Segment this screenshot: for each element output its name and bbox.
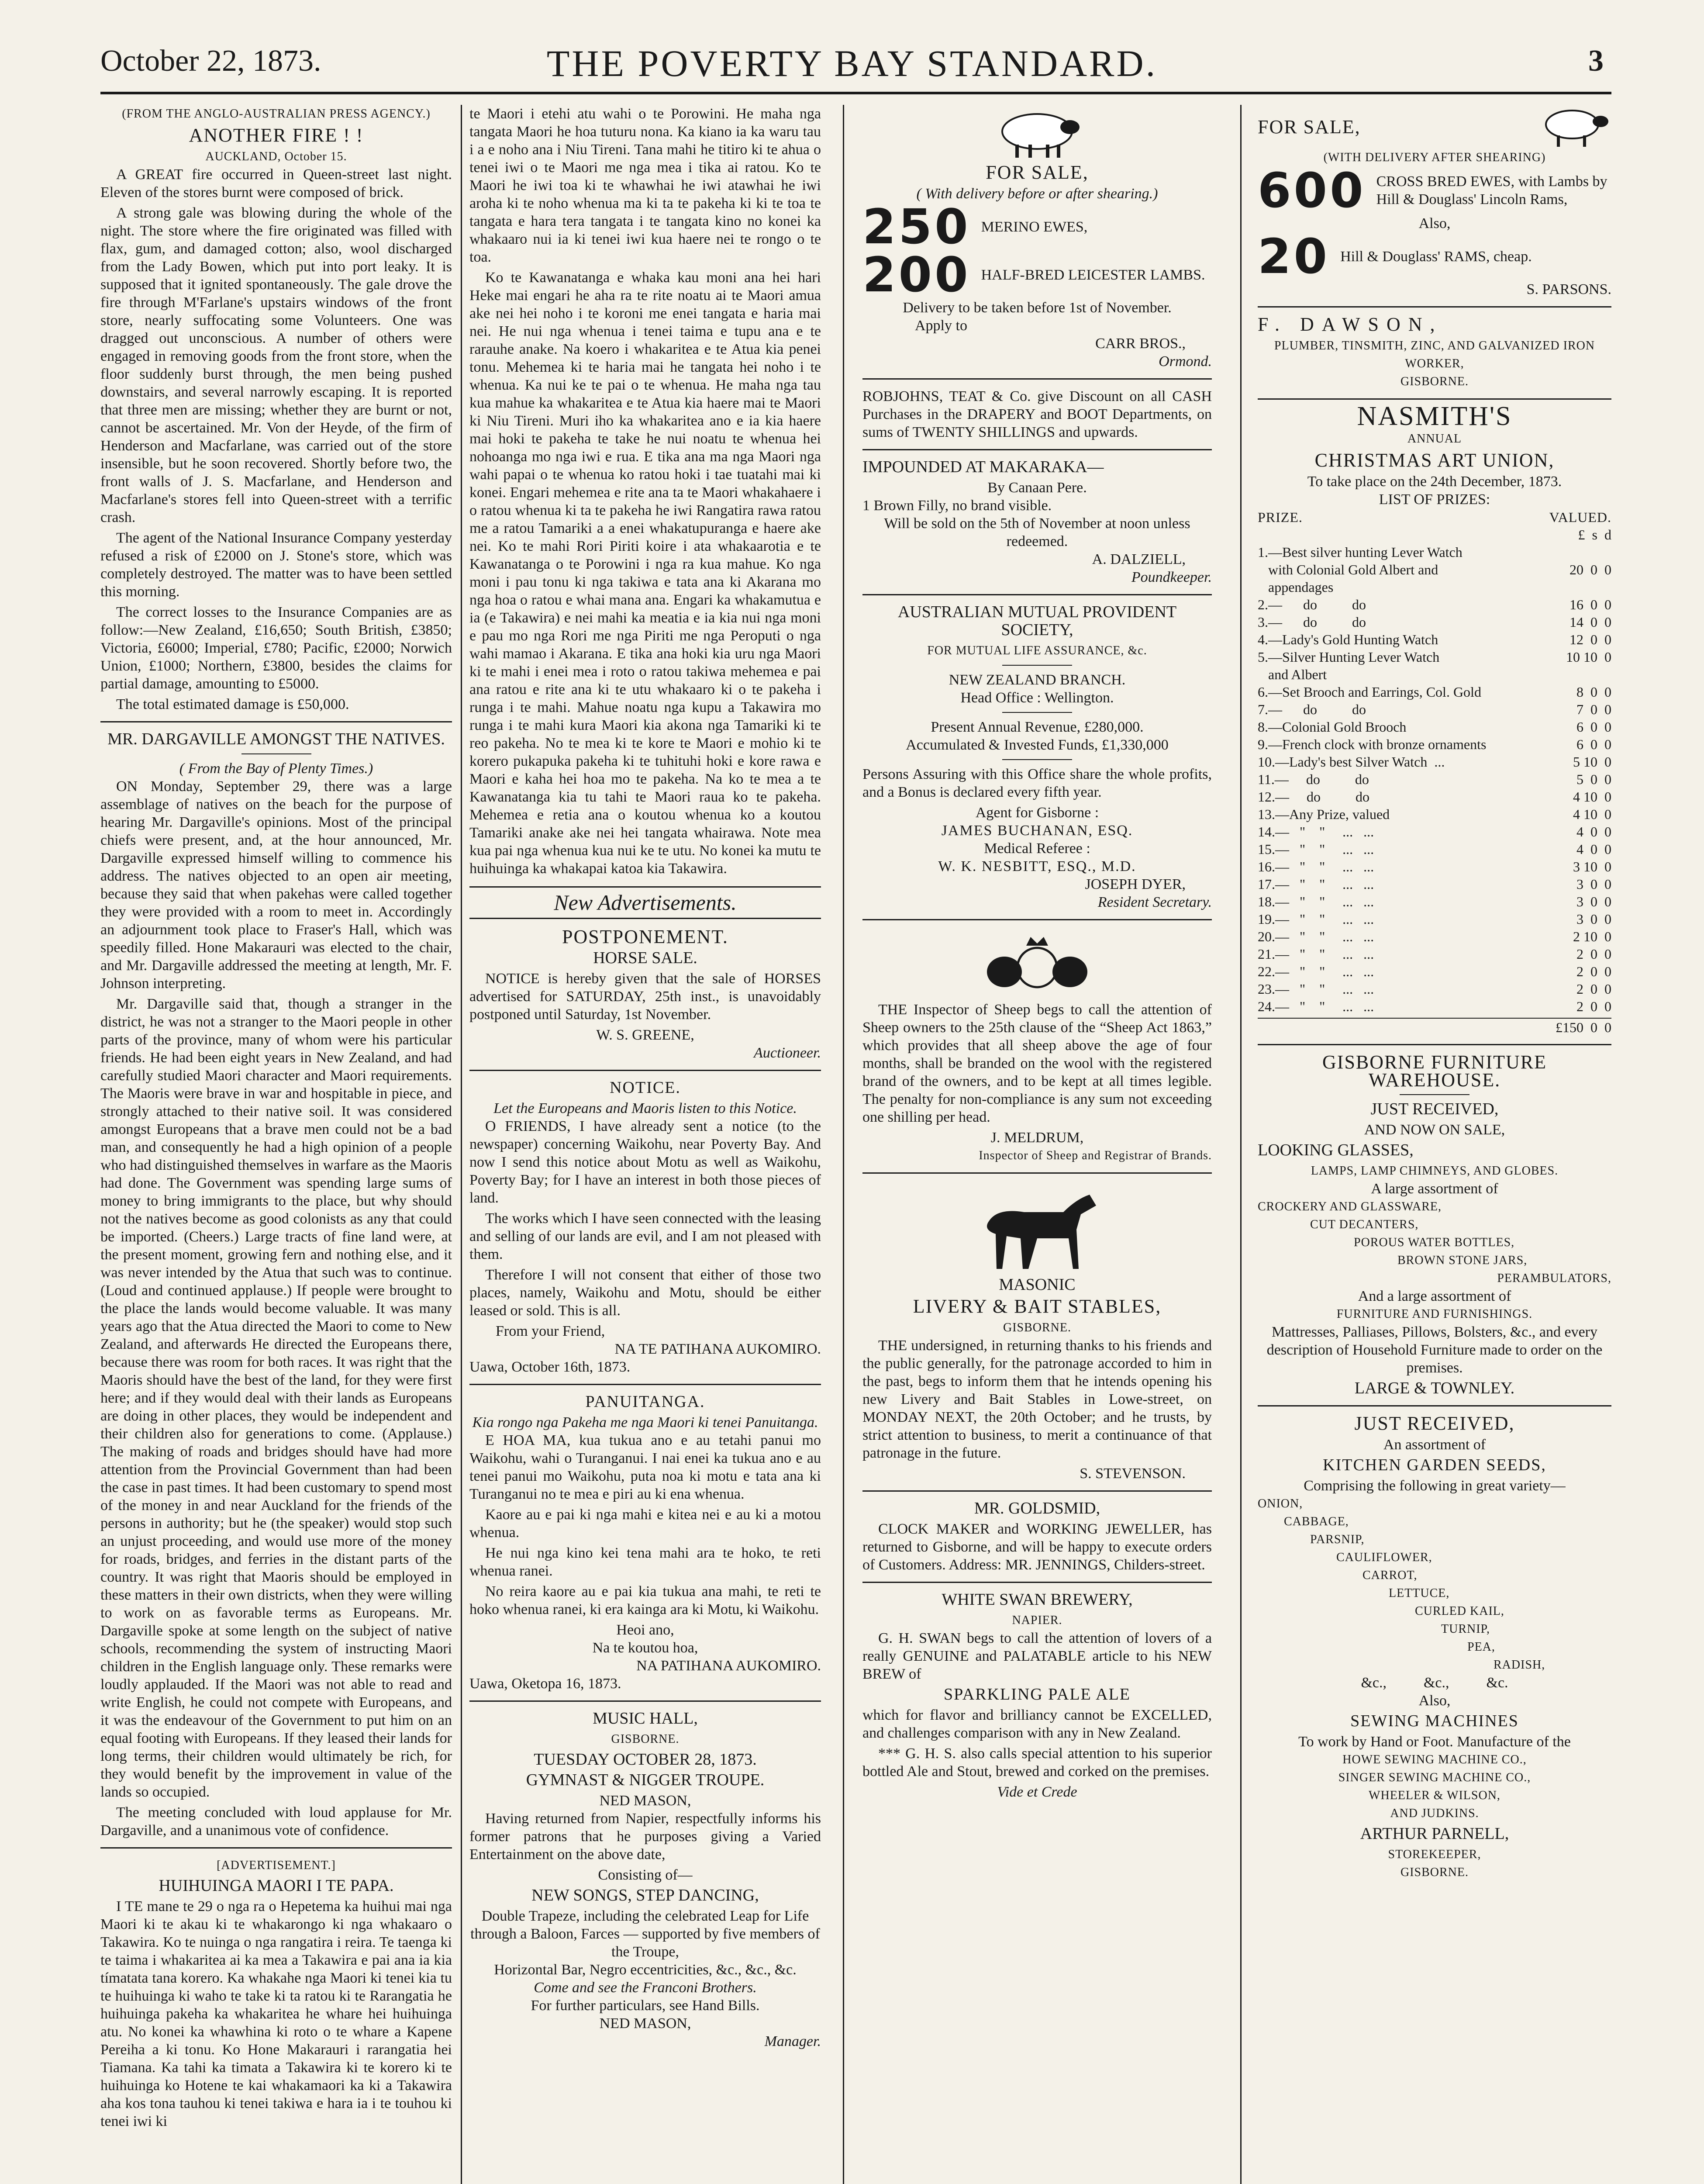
dargaville-source: ( From the Bay of Plenty Times.) bbox=[179, 760, 373, 777]
seller-name: CARR BROS., bbox=[1095, 335, 1186, 352]
prize-header: PRIZE. bbox=[1258, 509, 1303, 525]
just-received-2: JUST RECEIVED, bbox=[1354, 1413, 1515, 1434]
issue-date: October 22, 1873. bbox=[100, 44, 321, 78]
prize-name: 8.—Colonial Gold Brooch bbox=[1258, 719, 1407, 735]
cut-decanters: CUT DECANTERS, bbox=[1310, 1218, 1419, 1231]
divider bbox=[469, 1384, 821, 1385]
program-tagline: Come and see the Franconi Brothers. bbox=[534, 1980, 757, 1996]
prize-name: 6.—Set Brooch and Earrings, Col. Gold bbox=[1258, 684, 1481, 700]
seller-location: Ormond. bbox=[1159, 353, 1212, 370]
prize-value: 14 0 0 bbox=[1569, 614, 1611, 630]
notice-headline: NOTICE. bbox=[610, 1078, 681, 1097]
masthead-rule bbox=[100, 92, 1611, 94]
prize-row bbox=[1258, 543, 1611, 561]
new-advertisements-banner: New Advertisements. bbox=[469, 886, 821, 919]
porous-bottles: POROUS WATER BOTTLES, bbox=[1354, 1236, 1515, 1249]
notice-paragraph: The works which I have seen connected with the leasing and selling of our lands are evil, and I am not pleased with them. bbox=[469, 1210, 821, 1262]
prize-value: 2 0 0 bbox=[1576, 999, 1611, 1014]
sale-description: MERINO EWES, bbox=[981, 218, 1088, 235]
prize-name: 15.— " " ... ... bbox=[1258, 841, 1374, 857]
divider bbox=[1258, 306, 1611, 308]
prize-value: 3 0 0 bbox=[1576, 876, 1611, 892]
prize-name: 10.—Lady's best Silver Watch ... bbox=[1258, 754, 1445, 770]
prize-name: 4.—Lady's Gold Hunting Watch bbox=[1258, 632, 1438, 647]
sale-quantity: 20 bbox=[1258, 228, 1330, 284]
divider bbox=[241, 753, 311, 754]
amp-medical-name: W. K. NESBITT, ESQ., M.D. bbox=[938, 858, 1136, 874]
prize-value: 4 0 0 bbox=[1576, 824, 1611, 840]
prize-row bbox=[1258, 736, 1611, 753]
dawson-trade: PLUMBER, TINSMITH, ZINC, AND GALVANIZED IRON WORKER, bbox=[1274, 339, 1595, 370]
prize-value: 7 0 0 bbox=[1576, 702, 1611, 717]
amp-secretary-title: Resident Secretary. bbox=[1097, 894, 1212, 910]
divider bbox=[469, 1700, 821, 1702]
fire-paragraph: A strong gale was blowing during the whole of the night. The store where the fire originated was filled with flax, gum, and damaged cotton; also, wool discharged from the Lady Bowen, which put into port leaky. It is supposed that it ignited spontaneously. The gale drove the fire through M'Farlane's upstairs windows of the front store, nearly suffocating some Volunteers. One was dragged out unconscious. A number of others were engaged in removing goods from the front store, when the floor suddenly burst through, the men being pushed downstairs, and several narrowly escaping. It is reported that three men are missing; whether they are burnt or not, cannot be ascertained. Mr. Von der Heyde, of the firm of Henderson and Macfarlane, was carried out of the store insensible, but he soon recovered. Shortly before two, the front walls of J. S. Macfarlane, and Henderson and Macfarlane's stores fell into Queen-street with a terrific crash. bbox=[100, 205, 452, 525]
also-label: Also, bbox=[1418, 215, 1451, 232]
amp-funds: Accumulated & Invested Funds, £1,330,000 bbox=[906, 737, 1169, 753]
prize-name: 21.— " " ... ... bbox=[1258, 946, 1374, 962]
postponement-notice: NOTICE is hereby given that the sale of HORSES advertised for SATURDAY, 25th inst., is unavoidably postponed until Saturday, 1st November. bbox=[469, 971, 821, 1023]
furniture-furnishings: FURNITURE AND FURNISHINGS. bbox=[1336, 1307, 1533, 1321]
prize-row bbox=[1258, 858, 1611, 875]
prize-row bbox=[1258, 596, 1611, 613]
sale-quantity: 250 bbox=[862, 199, 971, 255]
prize-name: 2.— do do bbox=[1258, 597, 1366, 612]
impounded-by: By Canaan Pere. bbox=[987, 480, 1087, 496]
sale-description: HALF-BRED LEICESTER LAMBS. bbox=[981, 266, 1205, 283]
prize-name: 9.—French clock with bronze ornaments bbox=[1258, 736, 1487, 752]
poundkeeper-title: Poundkeeper. bbox=[1131, 569, 1212, 585]
inspector-title: Inspector of Sheep and Registrar of Brands. bbox=[979, 1149, 1212, 1162]
prize-name: 13.—Any Prize, valued bbox=[1258, 806, 1390, 822]
column-2 bbox=[469, 105, 821, 2184]
amp-agent-name: JAMES BUCHANAN, ESQ. bbox=[941, 822, 1133, 839]
lamps-line: LAMPS, LAMP CHIMNEYS, AND GLOBES. bbox=[1311, 1164, 1559, 1178]
valued-header: VALUED. bbox=[1549, 509, 1611, 525]
dargaville-headline: MR. DARGAVILLE AMONGST THE NATIVES. bbox=[107, 730, 445, 748]
prize-name: 22.— " " ... ... bbox=[1258, 964, 1374, 979]
prize-value bbox=[1542, 666, 1611, 683]
prize-row bbox=[1258, 613, 1611, 631]
column-divider bbox=[461, 105, 462, 2184]
prize-value: 3 0 0 bbox=[1576, 894, 1611, 909]
prize-row bbox=[1258, 840, 1611, 858]
sewing-brand: SINGER SEWING MACHINE CO., bbox=[1338, 1771, 1531, 1784]
sale-quantity: 600 bbox=[1258, 162, 1366, 218]
column-divider bbox=[843, 105, 844, 2184]
panui-signoff: Heoi ano, bbox=[616, 1622, 674, 1638]
horse-sale-title: HORSE SALE. bbox=[593, 949, 697, 967]
garden-seeds: KITCHEN GARDEN SEEDS, bbox=[1323, 1456, 1546, 1474]
panui-paragraph: E HOA MA, kua tukua ano e au tetahi panui mo Waikohu, wahi o Turanganui. I nai enei ka tukua ano e au tenei panui mo Waikohu, puta noa ki motu e tata ana ki Turanganui no te mea e piri au ki ena whenua. bbox=[469, 1432, 821, 1502]
prize-row bbox=[1258, 805, 1611, 823]
prize-row bbox=[1258, 823, 1611, 840]
sewing-brand: WHEELER & WILSON, bbox=[1369, 1789, 1500, 1802]
divider bbox=[100, 1847, 452, 1849]
page-number: 3 bbox=[1588, 44, 1604, 78]
robjohns-advert: ROBJOHNS, TEAT & Co. give Discount on all CASH Purchases in the DRAPERY and BOOT Departments, on sums of TWENTY SHILLINGS and upwards. bbox=[862, 388, 1212, 440]
sewing-brand: HOWE SEWING MACHINE CO., bbox=[1342, 1753, 1527, 1766]
prize-name: and Albert bbox=[1258, 667, 1327, 682]
prize-row bbox=[1258, 683, 1611, 701]
prize-name: 11.— do do bbox=[1258, 771, 1369, 787]
prize-value: 5 0 0 bbox=[1576, 771, 1611, 787]
column-divider bbox=[1240, 105, 1242, 2184]
crockery: CROCKERY AND GLASSWARE, bbox=[1258, 1200, 1442, 1213]
maori-headline: HUIHUINGA MAORI I TE PAPA. bbox=[159, 1876, 394, 1895]
manager-name: NED MASON, bbox=[599, 2015, 691, 2032]
prize-row bbox=[1258, 945, 1611, 963]
event-date: TUESDAY OCTOBER 28, 1873. bbox=[534, 1750, 757, 1769]
sewing-brand: AND JUDKINS. bbox=[1390, 1807, 1479, 1820]
fire-paragraph: The agent of the National Insurance Company yesterday refused a risk of £2000 on J. Stone's store, which was completely destroyed. The matter was to have been settled this morning. bbox=[100, 530, 452, 600]
divider bbox=[862, 378, 1212, 380]
agency-credit: (FROM THE ANGLO-AUSTRALIAN PRESS AGENCY.) bbox=[122, 107, 431, 121]
dawson-headline: F. DAWSON, bbox=[1258, 314, 1443, 335]
brewery-headline: WHITE SWAN BREWERY, bbox=[942, 1590, 1133, 1609]
comprising-line: Comprising the following in great variety— bbox=[1304, 1478, 1566, 1494]
delivery-note: Delivery to be taken before 1st of November. bbox=[903, 300, 1172, 316]
amp-branch: NEW ZEALAND BRANCH. bbox=[949, 672, 1126, 688]
prize-row bbox=[1258, 701, 1611, 718]
veg-item: CABBAGE, bbox=[1284, 1515, 1349, 1528]
prize-value: 2 0 0 bbox=[1576, 946, 1611, 962]
amp-subtitle: FOR MUTUAL LIFE ASSURANCE, &c. bbox=[927, 644, 1147, 657]
prize-value: 2 10 0 bbox=[1573, 929, 1611, 944]
prize-name: 24.— " " ... ... bbox=[1258, 999, 1374, 1014]
veg-item: PARSNIP, bbox=[1310, 1533, 1365, 1546]
prize-name: 19.— " " ... ... bbox=[1258, 911, 1374, 927]
divider bbox=[862, 594, 1212, 595]
prize-row bbox=[1258, 753, 1611, 771]
prize-total: £150 0 0 bbox=[1556, 1019, 1611, 1035]
just-received: JUST RECEIVED, bbox=[1370, 1100, 1499, 1118]
prize-value: 10 10 0 bbox=[1566, 649, 1611, 665]
postponement-headline: POSTPONEMENT. bbox=[562, 926, 728, 947]
fire-dateline: AUCKLAND, October 15. bbox=[205, 150, 347, 163]
veg-item: ONION, bbox=[1258, 1497, 1303, 1510]
brewery-paragraph: G. H. SWAN begs to call the attention of lovers of a really GENUINE and PALATABLE article to his NEW BREW of bbox=[862, 1630, 1212, 1682]
livery-location: GISBORNE. bbox=[1003, 1321, 1071, 1334]
veg-item: CARROT, bbox=[1363, 1569, 1418, 1582]
notice-signature: NA TE PATIHANA AUKOMIRO. bbox=[614, 1341, 821, 1357]
prize-list-title: LIST OF PRIZES: bbox=[1379, 491, 1490, 508]
prize-value: 12 0 0 bbox=[1569, 632, 1611, 647]
notice-signoff: From your Friend, bbox=[496, 1323, 605, 1339]
prize-value: 2 0 0 bbox=[1576, 981, 1611, 997]
impounded-sale: Will be sold on the 5th of November at noon unless redeemed. bbox=[884, 515, 1190, 549]
royal-crest-illustration bbox=[980, 928, 1094, 998]
panui-signature: NA PATIHANA AUKOMIRO. bbox=[636, 1658, 821, 1674]
panui-subtitle: Kia rongo nga Pakeha me nga Maori ki tenei Panuitanga. bbox=[472, 1414, 818, 1431]
etc-line: &c., &c., &c. bbox=[1361, 1675, 1508, 1691]
fire-headline: ANOTHER FIRE ! ! bbox=[189, 124, 364, 146]
divider bbox=[469, 1070, 821, 1071]
divider bbox=[100, 721, 452, 722]
prize-row bbox=[1258, 788, 1611, 805]
amp-paragraph: Persons Assuring with this Office share the whole profits, and a Bonus is declared every fifth year. bbox=[862, 766, 1212, 800]
prize-total-row bbox=[1258, 1018, 1611, 1036]
dargaville-paragraph: ON Monday, September 29, there was a large assemblage of natives on the beach for the purpose of hearing Mr. Dargaville's opinions. Most of the principal chiefs were present, and, at the hour announced, Mr. Dargaville expressed himself willing to commence his address. The natives objected to an open air meeting, because they said that when pakehas were called together they were provided with a room to meet in. Accordingly an adjournment took place to Fraser's Hall, which was speedily filled. Hone Makarauri was elected to the chair, and Mr. Dargaville addressed the meeting at length, Mr. F. Johnson interpreting. bbox=[100, 778, 452, 992]
prize-row bbox=[1258, 928, 1611, 945]
column-1 bbox=[100, 105, 452, 2184]
veg-item: TURNIP, bbox=[1441, 1622, 1490, 1636]
fire-paragraph: The total estimated damage is £50,000. bbox=[116, 696, 349, 712]
sale-item bbox=[862, 247, 1212, 303]
livery-proprietor: S. STEVENSON. bbox=[1080, 1465, 1186, 1482]
prize-name: with Colonial Gold Albert and bbox=[1258, 562, 1438, 577]
program-headline: NEW SONGS, STEP DANCING, bbox=[531, 1886, 759, 1904]
notice-paragraph: O FRIENDS, I have already sent a notice (to the newspaper) concerning Waikohu, near Poverty Bay. And now I send this notice about Motu as well as Waikohu, Poverty Bay; for I have an interest in both those pieces of land. bbox=[469, 1118, 821, 1206]
goldsmid-paragraph: CLOCK MAKER and WORKING JEWELLER, has returned to Gisborne, and will be happy to execute orders of Customers. Address: MR. JENNINGS, Childers-street. bbox=[862, 1521, 1212, 1573]
program-intro: Consisting of— bbox=[598, 1867, 693, 1883]
sewing-desc: To work by Hand or Foot. Manufacture of the bbox=[1298, 1734, 1571, 1750]
prize-name: 20.— " " ... ... bbox=[1258, 929, 1374, 944]
maori-paragraph: I TE mane te 29 o nga ra o Hepetema ka huihui mai nga Maori ki te akau ki te whakarongo ki nga whakaaro o Takawira. Ko te nuinga o nga rangatira i reira. Te taenga ki te taima i whakaritea ai ka mea a Takawira e pai ana ia kia tímatata tana korero. Ka whakahe nga Maori ki tenei kia tu te huihuinga ki waho te take ki ta ratou ki te Rarangatia he huihuinga pakeha ka whakaritea he whare hei huihuinga atu. No konei ka whawhina ki roto o te whare a Kapene Pereiha a ki tonu. Ko Hone Makarauri i rarangatia hei Tiamana. Ka tahi ka timata a Takawira ki te korero ki te huihuinga ko Hotene te kai whakamaori ka ki a Takawira aha kos tona tauhou ki tenei takiwa e hara ia i te touhou ki tenei iwi ki bbox=[100, 1898, 452, 2129]
nasmith-title: NASMITH'S bbox=[1357, 401, 1512, 431]
large-assortment: A large assortment of bbox=[1371, 1181, 1498, 1197]
divider bbox=[862, 1490, 1212, 1492]
divider bbox=[1258, 1405, 1611, 1406]
divider bbox=[862, 1582, 1212, 1583]
prize-name: 18.— " " ... ... bbox=[1258, 894, 1374, 909]
amp-medical-label: Medical Referee : bbox=[984, 840, 1090, 857]
for-sale-delivery: ( With delivery before or after shearing.) bbox=[916, 186, 1158, 202]
prize-name: 12.— do do bbox=[1258, 789, 1369, 805]
inspector-name: J. MELDRUM, bbox=[990, 1130, 1084, 1146]
veg-item: CAULIFLOWER, bbox=[1336, 1551, 1432, 1564]
large-townley: LARGE & TOWNLEY. bbox=[1354, 1379, 1515, 1397]
prize-value: 2 0 0 bbox=[1576, 964, 1611, 979]
sale-item bbox=[1258, 162, 1611, 218]
sale-quantity: 200 bbox=[862, 247, 971, 303]
brewery-paragraph: *** G. H. S. also calls special attention to his superior bottled Ale and Stout, brewed and corked on the premises. bbox=[862, 1745, 1212, 1780]
notice-date: Uawa, October 16th, 1873. bbox=[469, 1359, 631, 1375]
prize-name: 17.— " " ... ... bbox=[1258, 876, 1374, 892]
panui-date: Uawa, Oketopa 16, 1873. bbox=[469, 1676, 621, 1692]
poundkeeper-name: A. DALZIELL, bbox=[1092, 551, 1186, 567]
performer-paragraph: Having returned from Napier, respectfully informs his former patrons that he purposes giving a Varied Entertainment on the above date, bbox=[469, 1811, 821, 1863]
veg-item: RADISH, bbox=[1494, 1658, 1545, 1672]
prize-row bbox=[1258, 718, 1611, 736]
looking-glasses: LOOKING GLASSES, bbox=[1258, 1141, 1414, 1159]
mattresses-line: Mattresses, Palliases, Pillows, Bolsters, &c., and every description of Household Furniture made to order on the premises. bbox=[1266, 1324, 1603, 1376]
notice-subtitle: Let the Europeans and Maoris listen to this Notice. bbox=[493, 1100, 797, 1116]
prize-value: 3 0 0 bbox=[1576, 911, 1611, 927]
divider bbox=[1400, 1094, 1469, 1095]
prize-row bbox=[1258, 561, 1611, 578]
divider bbox=[1002, 712, 1072, 713]
panui-paragraph: He nui nga kino kei tena mahi ara te hoko, te reti whenua ranei. bbox=[469, 1545, 821, 1579]
dawson-location: GISBORNE. bbox=[1400, 375, 1469, 388]
impounded-animal: 1 Brown Filly, no brand visible. bbox=[862, 498, 1052, 514]
nasmith-annual: ANNUAL bbox=[1407, 432, 1462, 446]
an-assortment: An assortment of bbox=[1383, 1437, 1486, 1453]
panui-headline: PANUITANGA. bbox=[585, 1393, 705, 1411]
impounded-headline: IMPOUNDED AT MAKARAKA— bbox=[862, 458, 1104, 476]
furniture-headline: GISBORNE FURNITURE WAREHOUSE. bbox=[1322, 1051, 1547, 1091]
divider bbox=[1002, 759, 1072, 760]
fire-paragraph: A GREAT fire occurred in Queen-street last night. Eleven of the stores burnt were composed of brick. bbox=[100, 166, 452, 200]
masonic-label: MASONIC bbox=[999, 1275, 1076, 1294]
prize-value bbox=[1542, 543, 1611, 561]
prize-name: 5.—Silver Hunting Lever Watch bbox=[1258, 649, 1440, 665]
divider bbox=[862, 919, 1212, 920]
brewery-product: SPARKLING PALE ALE bbox=[943, 1685, 1131, 1704]
panui-paragraph: Kaore au e pai ki nga mahi e kitea nei e au ki a motou whenua. bbox=[469, 1507, 821, 1541]
divider bbox=[1258, 1044, 1611, 1045]
column-3 bbox=[862, 105, 1212, 2184]
prize-value: 3 10 0 bbox=[1573, 859, 1611, 874]
prize-value: 6 0 0 bbox=[1576, 719, 1611, 735]
parnell-location: GISBORNE. bbox=[1400, 1866, 1469, 1879]
parnell-name: ARTHUR PARNELL, bbox=[1360, 1825, 1509, 1843]
livery-headline: LIVERY & BAIT STABLES, bbox=[913, 1296, 1162, 1317]
prize-name: 23.— " " ... ... bbox=[1258, 981, 1374, 997]
prize-row bbox=[1258, 631, 1611, 648]
prize-list bbox=[1258, 543, 1611, 1015]
for-sale-title: FOR SALE, bbox=[1258, 116, 1361, 138]
sheep-illustration bbox=[989, 107, 1085, 160]
fire-paragraph: The correct losses to the Insurance Companies are as follow:—New Zealand, £16,650; South British, £3850; Victoria, £6000; Imperial, £780; Pacific, £2000; Norwich Union, £1000; Northern, £3800, besides the claims for partial damage, amounting to £5000. bbox=[100, 604, 452, 692]
prize-value: 5 10 0 bbox=[1573, 754, 1611, 770]
horse-illustration bbox=[972, 1182, 1103, 1273]
brewery-motto: Vide et Crede bbox=[997, 1784, 1077, 1800]
prize-row bbox=[1258, 648, 1611, 666]
troupe-title: GYMNAST & NIGGER TROUPE. bbox=[526, 1771, 765, 1789]
prize-name: 16.— " " ... ... bbox=[1258, 859, 1374, 874]
prize-value: 6 0 0 bbox=[1576, 736, 1611, 752]
divider bbox=[1258, 398, 1611, 400]
divider bbox=[1002, 665, 1072, 666]
auctioneer-title: Auctioneer. bbox=[754, 1045, 821, 1061]
prize-value: 4 10 0 bbox=[1573, 806, 1611, 822]
prize-name: 1.—Best silver hunting Lever Watch bbox=[1258, 544, 1463, 560]
livery-paragraph: THE undersigned, in returning thanks to his friends and the public generally, for the patronage accorded to him in the past, begs to inform them that he intends opening his new Livery and Bait Stables in Lowe-street, on MONDAY NEXT, the 20th October; and he trusts, by strict attention to business, to merit a continuance of that patronage in the future. bbox=[862, 1337, 1212, 1461]
program-details: Horizontal Bar, Negro eccentricities, &c., &c., &c. bbox=[494, 1962, 797, 1978]
prize-row bbox=[1258, 980, 1611, 998]
prize-row bbox=[1258, 963, 1611, 980]
prize-row bbox=[1258, 910, 1611, 928]
brewery-location: NAPIER. bbox=[1012, 1614, 1062, 1627]
prize-row bbox=[1258, 666, 1611, 683]
veg-item: PEA, bbox=[1467, 1640, 1495, 1654]
art-union-title: CHRISTMAS ART UNION, bbox=[1314, 449, 1555, 471]
prize-row bbox=[1258, 578, 1611, 596]
panui-signoff: Na te koutou hoa, bbox=[592, 1640, 698, 1656]
prize-currency-row bbox=[1258, 526, 1611, 543]
sale-description: CROSS BRED EWES, with Lambs by Hill & Douglass' Lincoln Rams, bbox=[1376, 173, 1607, 207]
dargaville-paragraph: The meeting concluded with loud applause for Mr. Dargaville, and a unanimous vote of confidence. bbox=[100, 1804, 452, 1838]
parnell-title: STOREKEEPER, bbox=[1388, 1848, 1481, 1861]
delivery-terms: (WITH DELIVERY AFTER SHEARING) bbox=[1323, 151, 1546, 164]
sale-item bbox=[1258, 228, 1611, 284]
sewing-machines: SEWING MACHINES bbox=[1350, 1712, 1519, 1730]
performer-name: NED MASON, bbox=[599, 1793, 691, 1809]
sheep-inspector-notice: THE Inspector of Sheep begs to call the attention of Sheep owners to the 25th clause of the “Sheep Act 1863,” which provides that all sheep above the age of four months, shall be branded on the wool with the registered brand of the owners, and to be kept at all times legible. The penalty for non-compliance is any sum not exceeding one shilling per head. bbox=[862, 1002, 1212, 1125]
prize-row bbox=[1258, 771, 1611, 788]
prize-header-row bbox=[1258, 508, 1611, 526]
advertisement-label: [ADVERTISEMENT.] bbox=[217, 1859, 336, 1872]
maori-paragraph: te Maori i etehi atu wahi o te Porowini. He maha nga tangata Maori he hoa tuturu nona. Ka kiano ia ka waru tau i a e noho ana i Niu Tireni. Tana mahi he titiro ki te ahua o tenei iwi o te Maori me nga mea i tika ai ratou. Ko te Maori he iwi toa ki te whawhai he iwi atawhai he iwi aroha ki te noho whenua ma ki ta te pakeha ki ki te toa te tangata e hara tera tangata i te tangata kino no konei ka whakaaro nui ia ki tenei iwi kua haere nei te rongo o te toa. bbox=[469, 106, 821, 265]
music-hall-location: GISBORNE. bbox=[611, 1732, 680, 1746]
prize-name: appendages bbox=[1258, 579, 1334, 595]
prize-value: 4 0 0 bbox=[1576, 841, 1611, 857]
stone-jars: BROWN STONE JARS, bbox=[1397, 1254, 1528, 1267]
and-large-assortment: And a large assortment of bbox=[1358, 1288, 1511, 1304]
auctioneer-name: W. S. GREENE, bbox=[596, 1027, 694, 1043]
music-hall-title: MUSIC HALL, bbox=[593, 1709, 698, 1728]
apply-label: Apply to bbox=[915, 318, 967, 334]
prize-value: 16 0 0 bbox=[1569, 597, 1611, 612]
sale-item bbox=[862, 199, 1212, 255]
prize-row bbox=[1258, 998, 1611, 1015]
veg-item: LETTUCE, bbox=[1389, 1586, 1450, 1600]
sale-description: Hill & Douglass' RAMS, cheap. bbox=[1340, 248, 1532, 265]
maori-paragraph: Ko te Kawanatanga e whaka kau moni ana hei hari Heke mai engari he aha ra te rite noatu ai te Maori amua ake nei hei noho i te koroni me enei tangata e haria mai nei. He nui nga whenua i tenei taima e tupu ana e te rarauhe anake. Na koero i whakaritea e te Atua kia penei tonu. Mehemea ki te haria mai he tangata hei noho i te whenua. Ka nui ke te pai o te whenua. He maha nga tau kua mahue ka whakaritea e te Atua kia haere mai te Maori ki Niu Tireni. Muri iho ka whakaritea ano e ia kia haere mai hoki te pakeha te take he nui noatu te whenua hei nohoanga mo nga iwi e rua. E tika ana ma nga Maori nga wahi papai o te whenua ko ratou hoki i tae tuatahi mai ki konei. Engari mehemea e rite ana ta te Maori whakahaere i o ratou whenua ki ta te pakeha he iwi Rangatira rawa ratou me a ratou Tamariki a a enei whakatupuranga e haere ake nei. Ko te mahi Rori Piriti koire i ata whakaarotia e te Kawanatanga o te Porowini i nga ra kua mahue. Ko nga moni i pau tonu ki nga takiwa e tata ana ki Akarana mo nga hoa o ratou e whai mana ana. Engari ka whakamutua e ia (e Takawira) e nei mahi ka meatia e ia kia nui nga moni e pau mo nga Rori me nga Piriti me nga Peroputi o nga wahi mamao i Akarana. E tika ana hoki kia uru nga Maori ki te mahi i enei mea i roto o ratou takiwa mehemea e pai ana ratou e rite ana ki te utu whakaaro ki o te pakeha i runga i te mahi. Mahue noatu nga kupu a Takawira mo runga i te mahi kura Maori kia akona nga Tamariki ki te reo pakeha. No te mea ki te kore te Maori e mohio ki te korero pukapuka pakeha ki te tuhituhi hoki e kore rawa e Maori e kaha hei hoa mo te pakeha. Na ko te mea a te Kawanatanga kia tu tahi te Maori raua ko te pakeha. Mehemea e retia ana o koutou whenua ko a koutou Tamariki anake ake nei hei tangata whairawa. Note mea kua pai nga whenua kua nui ke te utu. No konei ka mutu te huihuinga ka whakapai katoa kia Takawira. bbox=[469, 270, 821, 877]
prize-name: 14.— " " ... ... bbox=[1258, 824, 1374, 840]
prize-row bbox=[1258, 875, 1611, 893]
perambulators: PERAMBULATORS, bbox=[1497, 1272, 1611, 1285]
seller-name: S. PARSONS. bbox=[1526, 281, 1611, 297]
newspaper-title: THE POVERTY BAY STANDARD. bbox=[546, 42, 1158, 84]
manager-title: Manager. bbox=[764, 2033, 821, 2049]
art-union-date: To take place on the 24th December, 1873. bbox=[1307, 473, 1562, 490]
amp-revenue: Present Annual Revenue, £280,000. bbox=[931, 719, 1144, 735]
divider bbox=[862, 1172, 1212, 1174]
notice-paragraph: Therefore I will not consent that either of those two places, namely, Waikohu and Motu, should be either leased or sold. This is all. bbox=[469, 1267, 821, 1319]
prize-name: 7.— do do bbox=[1258, 702, 1366, 717]
currency-header: £ s d bbox=[1578, 527, 1611, 543]
column-4 bbox=[1258, 105, 1611, 2184]
prize-value: 8 0 0 bbox=[1576, 684, 1611, 700]
amp-agent-label: Agent for Gisborne : bbox=[975, 805, 1099, 821]
also-label: Also, bbox=[1418, 1693, 1451, 1709]
prize-name: 3.— do do bbox=[1258, 614, 1366, 630]
amp-secretary-name: JOSEPH DYER, bbox=[1085, 876, 1186, 892]
sheep-icon bbox=[1537, 105, 1611, 149]
dargaville-paragraph: Mr. Dargaville said that, though a stranger in the district, he was not a stranger to the Maori people in other parts of the province, many of whom were his particular friends. He had been eight years in New Zealand, and had carefully studied Maori character and Maori requirements. The Maoris were brave in war and hospitable in piece, and strongly attached to their native soil. It was considered amongst Europeans that a brave men could not be a bad man, and consequently he had a high opinion of a people who had distinguished themselves in warfare as the Maoris had done. The Government was spending large sums of money to bring immigrants to the place, but why should not the natives become as good colonists as any that could be imported. (Cheers.) Large tracts of fine land were, at the present moment, growing fern and nothing else, and it was never intended by the Atua that such was to continue. (Loud and continued applause.) If people were brought to the place the lands would become valuable. It was many years ago that the Atua directed the Maori to come to New Zealand, and afterwards He directed the Europeans there, because there was room for both races. It was right that the Maoris should have the best of the land, for they were first here; and if they would deal with their lands as Europeans are doing in other places, they would be independent and their children also for generations to come. (Applause.) The making of roads and bridges should have had more attention from the Provincial Government than had been the case in past times. It had been customary to spend most of the money in and near Auckland for the friends of the persons in authority; but he (the speaker) would stop such an unjust proceeding, and would use more of the money for roads, bridges, and ferries in the distant parts of the country. It was right that Maoris should be employed in these matters in their own districts, when they were willing to work on as favorable terms as Europeans. Mr. Dargaville spoke at some length on the subject of native schools, recommending the system of instructing Maori children in the English language only. These remarks were loudly applauded. If the Maori was not able to read and write English, he could not compete with Europeans, and it was the endeavour of the Government to put him on an equal footing with Europeans. If they leased their lands for long terms, their children would ultimately be rich, for they would benefit by the improvement in value of the lands so occupied. bbox=[100, 996, 452, 1800]
prize-value: 20 0 0 bbox=[1569, 562, 1611, 577]
prize-value bbox=[1542, 578, 1611, 596]
for-sale-title: FOR SALE, bbox=[986, 162, 1089, 183]
program-details: Double Trapeze, including the celebrated Leap for Life through a Baloon, Farces — supported by five members of the Troupe, bbox=[470, 1908, 820, 1960]
amp-head-office: Head Office : Wellington. bbox=[960, 690, 1114, 706]
masthead bbox=[0, 0, 1704, 87]
divider bbox=[862, 449, 1212, 450]
goldsmid-headline: MR. GOLDSMID, bbox=[974, 1499, 1100, 1517]
prize-value: 4 10 0 bbox=[1573, 789, 1611, 805]
panui-paragraph: No reira kaore au e pai kia tukua ana mahi, te reti te hoko whenua ranei, ki era kainga ara ki Motu, ki Waikohu. bbox=[469, 1583, 821, 1617]
program-footnote: For further particulars, see Hand Bills. bbox=[531, 1997, 760, 2014]
brewery-paragraph: which for flavor and brilliancy cannot be EXCELLED, and challenges comparison with any in New Zealand. bbox=[862, 1707, 1212, 1741]
now-on-sale: AND NOW ON SALE, bbox=[1364, 1122, 1505, 1138]
prize-row bbox=[1258, 893, 1611, 910]
amp-headline: AUSTRALIAN MUTUAL PROVIDENT SOCIETY, bbox=[897, 603, 1177, 639]
veg-item: CURLED KAIL, bbox=[1415, 1604, 1504, 1618]
